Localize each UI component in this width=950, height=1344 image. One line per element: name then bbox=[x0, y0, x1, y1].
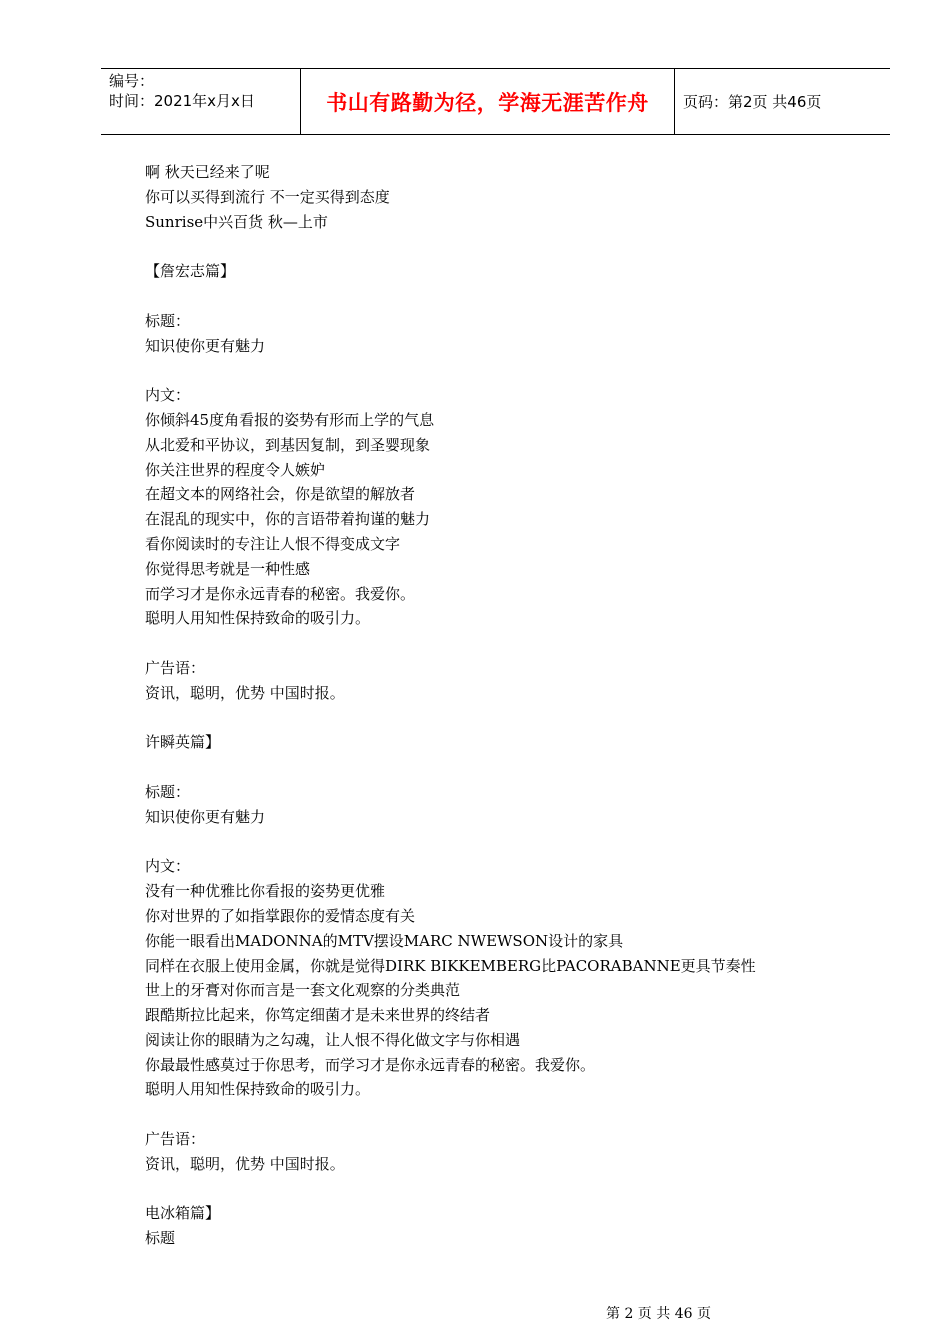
body-text-line: 世上的牙膏对你而言是一套文化观察的分类典范 bbox=[145, 981, 461, 1000]
body-text-line: 电冰箱篇】 bbox=[145, 1204, 221, 1223]
blank-line bbox=[145, 1177, 865, 1202]
blank-line bbox=[145, 358, 865, 383]
body-text-line: 你倾斜45度角看报的姿势有形而上学的气息 bbox=[145, 410, 435, 429]
body-text-line: 许瞬英篇】 bbox=[145, 733, 221, 752]
body-text-line: 聪明人用知性保持致命的吸引力。 bbox=[145, 609, 371, 628]
body-text-line: 在混乱的现实中，你的言语带着拘谨的魅力 bbox=[145, 510, 431, 529]
body-text-line: 阅读让你的眼睛为之勾魂，让人恨不得化做文字与你相遇 bbox=[145, 1030, 521, 1049]
body-text-line: 你觉得思考就是一种性感 bbox=[145, 559, 311, 578]
body-text-line: Sunrise中兴百货 秋—上市 bbox=[145, 212, 328, 231]
body-text-line: 看你阅读时的专注让人恨不得变成文字 bbox=[145, 534, 401, 553]
body-text-line: 【詹宏志篇】 bbox=[145, 262, 236, 281]
body-text-line: 你最最性感莫过于你思考，而学习才是你永远青春的秘密。我爱你。 bbox=[145, 1055, 596, 1074]
body-text-line: 内文： bbox=[145, 857, 191, 876]
body-text-line: 聪明人用知性保持致命的吸引力。 bbox=[145, 1080, 371, 1099]
blank-line bbox=[145, 755, 865, 780]
body-text-line: 内文： bbox=[145, 386, 191, 405]
body-text-line: 啊 秋天已经来了呢 bbox=[145, 163, 270, 181]
body-text-line: 你关注世界的程度令人嫉妒 bbox=[145, 460, 326, 479]
body-text-line: 知识使你更有魅力 bbox=[145, 807, 266, 826]
document-body bbox=[145, 160, 865, 1251]
blank-line bbox=[145, 706, 865, 731]
body-text-line: 同样在衣服上使用金属，你就是觉得DIRK BIKKEMBERG比PACORABANNE更具节奏性 bbox=[145, 956, 756, 975]
body-text-line: 标题 bbox=[145, 1229, 176, 1248]
body-text-line: 你可以买得到流行 不一定买得到态度 bbox=[145, 187, 390, 206]
body-text-line: 而学习才是你永远青春的秘密。我爱你。 bbox=[145, 584, 416, 603]
header-page-number: 页码：第2页 共46页 bbox=[683, 93, 822, 111]
body-text-line: 资讯，聪明，优势 中国时报。 bbox=[145, 1154, 345, 1173]
blank-line bbox=[145, 631, 865, 656]
header-meta bbox=[101, 69, 301, 134]
blank-line bbox=[145, 284, 865, 309]
document-header bbox=[101, 68, 890, 135]
body-text-line: 没有一种优雅比你看报的姿势更优雅 bbox=[145, 882, 386, 901]
body-text-line: 从北爱和平协议，到基因复制，到圣婴现象 bbox=[145, 435, 431, 454]
body-text-line: 跟酷斯拉比起来，你笃定细菌才是未来世界的终结者 bbox=[145, 1006, 491, 1025]
header-motto: 书山有路勤为径，学海无涯苦作舟 bbox=[301, 69, 675, 134]
body-text-line: 标题： bbox=[145, 311, 191, 330]
body-text-line: 在超文本的网络社会，你是欲望的解放者 bbox=[145, 485, 416, 504]
body-text-line: 广告语： bbox=[145, 658, 206, 677]
body-text-line: 资讯，聪明，优势 中国时报。 bbox=[145, 683, 345, 702]
blank-line bbox=[145, 234, 865, 259]
body-text-line: 广告语： bbox=[145, 1130, 206, 1149]
number-label: 编号： bbox=[109, 72, 155, 90]
body-text-line: 你对世界的了如指掌跟你的爱情态度有关 bbox=[145, 906, 416, 925]
blank-line bbox=[145, 830, 865, 855]
body-text-line: 知识使你更有魅力 bbox=[145, 336, 266, 355]
body-text-line: 标题： bbox=[145, 782, 191, 801]
blank-line bbox=[145, 1102, 865, 1127]
page-footer: 第 2 页 共 46 页 bbox=[606, 1306, 711, 1322]
body-text-line: 你能一眼看出MADONNA的MTV摆设MARC NWEWSON设计的家具 bbox=[145, 931, 624, 950]
time-label: 时间：2021年x月x日 bbox=[109, 92, 255, 110]
